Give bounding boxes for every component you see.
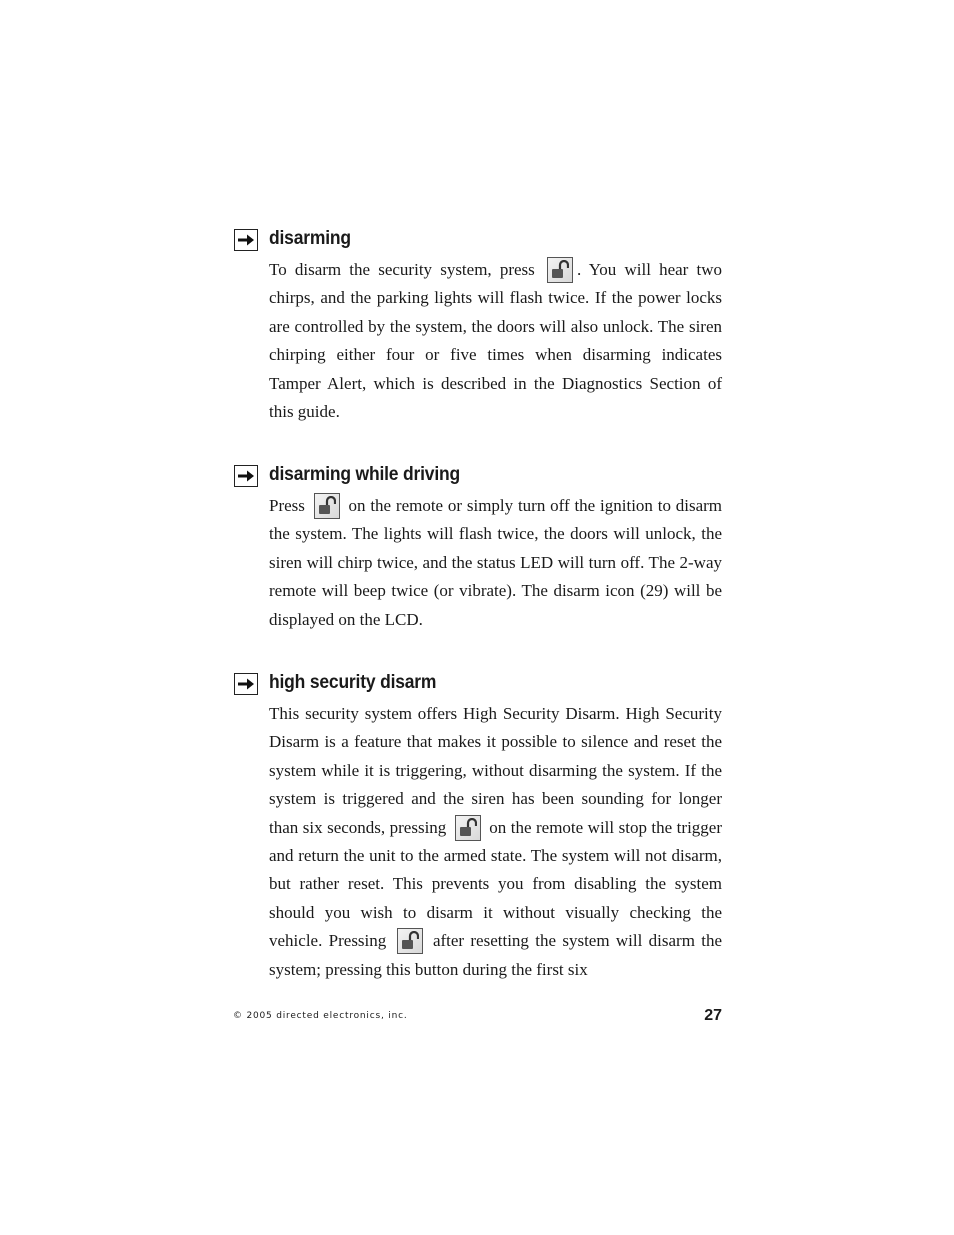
- heading-title: high security disarm: [269, 672, 437, 693]
- paragraph: Press on the remote or simply turn off the ignition to disarm the system. The lights will flash twice, the doors will unlock, the siren will chirp twice, and the status LED will turn off. The 2-way remote will beep twice (or vibrate). The disarm icon (29) will be displayed on the LCD.: [269, 492, 722, 634]
- paragraph: To disarm the security system, press . You will hear two chirps, and the parking lights will flash twice. If the power locks are controlled by the system, the doors will also unlock. The siren chirping either four or five times when disarming indicates Tamper Alert, which is described in the Diagnostics Section of this guide.: [269, 256, 722, 426]
- section-heading: [234, 229, 722, 255]
- unlock-icon: [455, 815, 481, 841]
- paragraph: This security system offers High Security Disarm. High Security Disarm is a feature that makes it possible to silence and reset the system while it is triggering, without disarming the system. If the system is triggered and the siren has been sounding for longer than six seconds, pressing on the remote will stop the trigger and return the unit to the armed state. The system will not disarm, but rather reset. This prevents you from disabling the system should you wish to disarm it without visually checking the vehicle. Pressing after resetting the system will disarm the system; pressing this button during the first six: [269, 704, 723, 979]
- heading-title: disarming while driving: [269, 464, 461, 485]
- heading-title: disarming: [269, 228, 351, 249]
- right-arrow-icon: [234, 673, 258, 695]
- section-high-security-disarm: [234, 673, 722, 984]
- right-arrow-icon: [234, 229, 258, 251]
- unlock-icon: [397, 928, 423, 954]
- section-disarming: [234, 229, 722, 426]
- right-arrow-icon: [234, 465, 258, 487]
- section-disarming-while-driving: [234, 465, 722, 634]
- section-heading: [234, 673, 722, 699]
- footer-copyright: © 2005 directed electronics, inc.: [233, 1011, 408, 1021]
- page-number: 27: [704, 1007, 722, 1024]
- unlock-icon: [314, 493, 340, 519]
- unlock-icon: [547, 257, 573, 283]
- section-heading: [234, 465, 722, 491]
